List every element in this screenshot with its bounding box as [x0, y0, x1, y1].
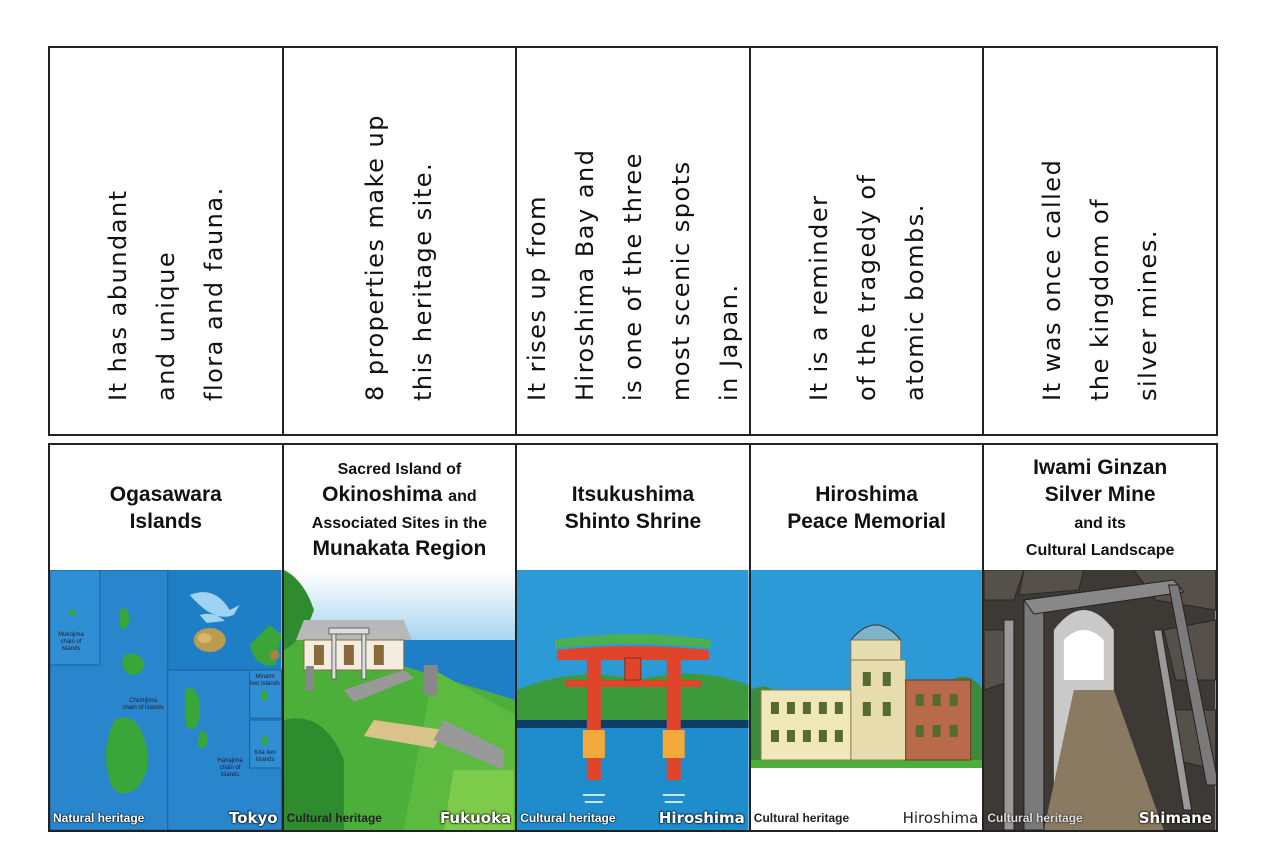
category-label: Natural heritage: [53, 811, 145, 825]
prefecture-label: Fukuoka: [439, 809, 512, 827]
facts-row: [48, 46, 1218, 436]
title-line: and its: [1074, 514, 1126, 532]
title-line: Iwami Ginzan: [1033, 455, 1168, 479]
map-label-hahajima: Hahajima chain of islands: [217, 758, 243, 778]
fact-text: It rises up from Hiroshima Bay and is one of the three most scenic spots in Japan.: [522, 148, 743, 401]
fact-text: 8 properties make up this heritage site.: [361, 114, 438, 401]
fact-card-peace-memorial: [751, 48, 985, 434]
prefecture-label: Shimane: [1138, 809, 1212, 827]
heritage-card-peace-memorial: [751, 445, 985, 830]
category-label: Cultural heritage: [987, 811, 1083, 825]
fact-text: It was once called the kingdom of silver mines.: [1038, 158, 1163, 401]
map-label-chichijima: Chichijima chain of islands: [122, 698, 164, 711]
map-label-kita-iwo: Kita Iwo Islands: [254, 750, 276, 763]
title-line: Okinoshima: [322, 482, 443, 506]
title-line: Sacred Island of: [337, 460, 462, 478]
category-label: Cultural heritage: [520, 811, 616, 825]
silver-mine-illustration: [984, 570, 1216, 830]
title-line: Cultural Landscape: [1025, 541, 1175, 559]
prefecture-label: Hiroshima: [658, 809, 745, 827]
heritage-card-iwami-ginzan: [984, 445, 1216, 830]
fact-card-itsukushima: [517, 48, 751, 434]
heritage-row: [48, 443, 1218, 832]
heritage-card-itsukushima: [517, 445, 751, 830]
card-title: [284, 445, 516, 570]
card-title: [984, 445, 1216, 570]
title-line: Munakata Region: [312, 536, 487, 560]
map-label-minami-iwo: Minami Iwo Islands: [250, 674, 281, 687]
fact-text: It is a reminder of the tragedy of atomic bombs.: [804, 173, 929, 401]
peace-memorial-illustration: [751, 570, 983, 830]
ogasawara-map-illustration: [50, 570, 282, 830]
card-title: [517, 445, 749, 570]
fact-card-ogasawara: [50, 48, 284, 434]
category-label: Cultural heritage: [286, 811, 382, 825]
torii-illustration: [517, 570, 749, 830]
category-label: Cultural heritage: [753, 811, 850, 825]
title-line: Peace Memorial: [787, 509, 946, 533]
heritage-card-okinoshima: [284, 445, 518, 830]
fact-card-okinoshima: [284, 48, 518, 434]
title-line: Silver Mine: [1044, 482, 1156, 506]
fact-text: It has abundant and unique flora and fauna.: [103, 186, 228, 401]
title-line: Islands: [129, 509, 202, 533]
title-line: Associated Sites in the: [311, 514, 487, 532]
title-line: Itsukushima: [571, 482, 695, 506]
card-title: [751, 445, 983, 570]
title-line: and: [448, 487, 477, 505]
okinoshima-illustration: [284, 570, 516, 830]
fact-card-iwami-ginzan: [984, 48, 1216, 434]
prefecture-label: Hiroshima: [902, 809, 979, 827]
title-line: Ogasawara: [109, 482, 222, 506]
prefecture-label: Tokyo: [228, 809, 278, 827]
title-line: Shinto Shrine: [564, 509, 702, 533]
map-label-mukojima: Mukojima chain of islands: [58, 632, 84, 652]
title-line: Hiroshima: [815, 482, 918, 506]
card-title: [50, 445, 282, 570]
heritage-card-ogasawara: [50, 445, 284, 830]
